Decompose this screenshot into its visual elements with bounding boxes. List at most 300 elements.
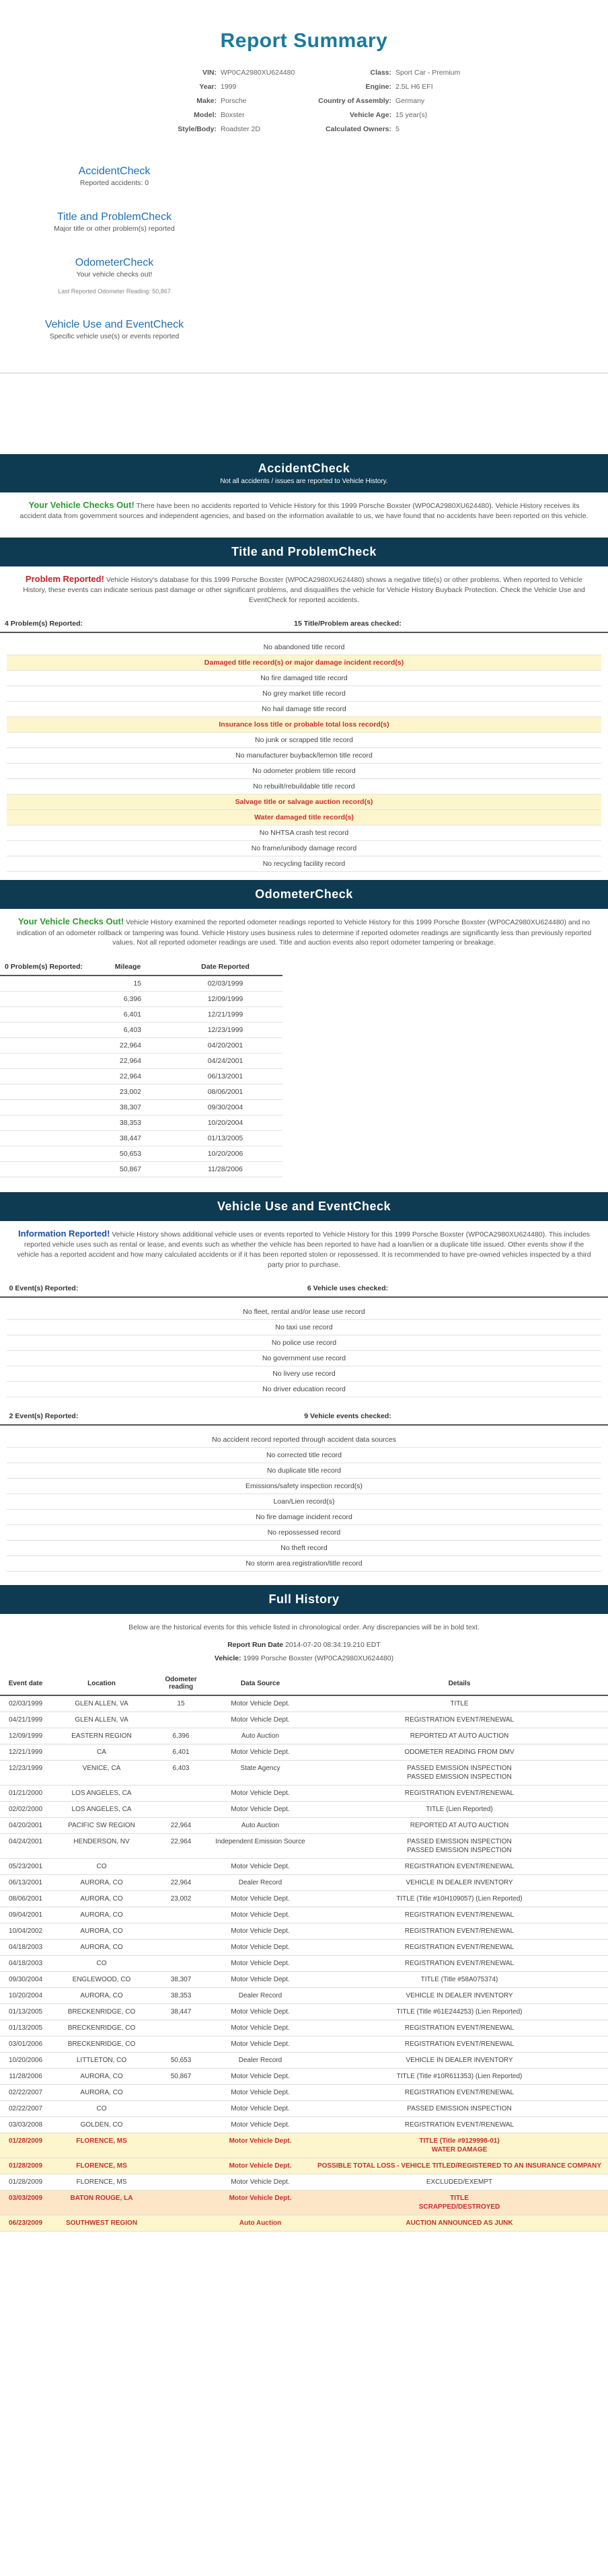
history-row (0, 1744, 608, 1761)
summary-accident-desc: Reported accidents: 0 (79, 179, 149, 187)
history-col-header: Location (51, 1672, 152, 1695)
history-odometer (152, 2158, 210, 2174)
odometer-col-c: Date Reported (168, 959, 282, 976)
odometer-date: 10/20/2006 (168, 1146, 282, 1162)
event-check-item: No repossessed record (7, 1525, 601, 1541)
history-row (0, 2053, 608, 2069)
history-details: VEHICLE IN DEALER INVENTORY (311, 2053, 608, 2069)
history-source: Motor Vehicle Dept. (210, 1712, 311, 1728)
history-row (0, 2158, 608, 2174)
history-source: Motor Vehicle Dept. (210, 1786, 311, 1802)
summary-odometer-last: Last Reported Odometer Reading: 50,867 (58, 288, 171, 295)
event-check-item: No theft record (7, 1541, 601, 1556)
accident-intro (0, 492, 608, 538)
vehicle-info-row (82, 111, 297, 119)
event-check-item: No accident record reported through accident data sources (7, 1432, 601, 1448)
summary-accident-link[interactable]: AccidentCheck (78, 165, 151, 177)
history-details: REGISTRATION EVENT/RENEWAL (311, 2036, 608, 2053)
summary-use-link[interactable]: Vehicle Use and EventCheck (44, 319, 184, 330)
history-odometer: 6,403 (152, 1761, 210, 1786)
vehicle-info-key: Year: (199, 83, 217, 91)
odometer-cell-empty (0, 1054, 87, 1069)
odometer-cell-empty (0, 992, 87, 1007)
history-source: Dealer Record (210, 1988, 311, 2004)
odometer-row (0, 1162, 282, 1177)
history-location: CO (51, 2101, 152, 2117)
odometer-cell-empty (0, 1115, 87, 1131)
history-source: Motor Vehicle Dept. (210, 1972, 311, 1988)
history-date: 08/06/2001 (0, 1891, 51, 1907)
history-details: TITLE (Title #9129998-01) WATER DAMAGE (311, 2133, 608, 2158)
history-date: 01/13/2005 (0, 2004, 51, 2020)
summary-title-desc: Major title or other problem(s) reported (54, 225, 175, 233)
vehicle-info-row (82, 125, 297, 133)
event-table-header (0, 1408, 608, 1426)
history-odometer: 23,002 (152, 1891, 210, 1907)
history-date: 01/28/2009 (0, 2133, 51, 2158)
history-odometer (152, 2174, 210, 2191)
history-source: Motor Vehicle Dept. (210, 2101, 311, 2117)
history-row (0, 1956, 608, 1972)
summary-odometer-desc: Your vehicle checks out! (76, 270, 153, 279)
history-odometer (152, 1907, 210, 1923)
use-check-item: No government use record (7, 1351, 601, 1366)
history-details: EXCLUDED/EXEMPT (311, 2174, 608, 2191)
title-check-item: No recycling facility record (7, 856, 601, 872)
history-date: 12/09/1999 (0, 1728, 51, 1744)
history-location: AURORA, CO (51, 1940, 152, 1956)
history-odometer (152, 2101, 210, 2117)
history-intro: Below are the historical events for this vehicle listed in chronological order. Any discrepancies will be in bold text. (128, 1623, 480, 1632)
event-check-item: No duplicate title record (7, 1463, 601, 1479)
history-row (0, 1761, 608, 1786)
event-check-list (0, 1426, 608, 1585)
history-details: POSSIBLE TOTAL LOSS - VEHICLE TITLED/REGISTERED TO AN INSURANCE COMPANY (311, 2158, 608, 2174)
history-odometer (152, 1802, 210, 1818)
history-date: 02/02/2000 (0, 1802, 51, 1818)
odometer-date: 10/20/2004 (168, 1115, 282, 1131)
history-location: GOLDEN, CO (51, 2117, 152, 2133)
history-source: Auto Auction (210, 2215, 311, 2232)
history-location: HENDERSON, NV (51, 1834, 152, 1859)
history-location: BRECKENRIDGE, CO (51, 2020, 152, 2036)
history-source: Motor Vehicle Dept. (210, 1907, 311, 1923)
history-source: State Agency (210, 1761, 311, 1786)
history-location: VENICE, CA (51, 1761, 152, 1786)
use-text: Vehicle History shows additional vehicle uses or events reported to Vehicle History for this 1999 Porsche Boxster (WP0CA2980XU624480). This includes reported vehicle uses such as rental or lease, and events such as whether the vehicle has been reported to have had a loan/lien or a duplicate title issued. Other events show if the vehicle has a reported accident and how many calculated accidents or if it has been reported stolen or repossessed. It is recommended to have pre-owned vehicles inspected by a third party prior to purchase. (17, 1230, 591, 1269)
odometer-band (0, 880, 608, 909)
history-location: SOUTHWEST REGION (51, 2215, 152, 2232)
use-table-header (0, 1280, 608, 1298)
history-date: 03/01/2006 (0, 2036, 51, 2053)
title-problem-item: Salvage title or salvage auction record(s) (7, 795, 601, 810)
history-row (0, 1834, 608, 1859)
history-odometer (152, 1956, 210, 1972)
odometer-mileage: 38,353 (87, 1115, 168, 1131)
odometer-row (0, 1007, 282, 1023)
summary-use-desc: Specific vehicle use(s) or events reported (49, 332, 180, 340)
history-run-value: 2014-07-20 08:34:19.210 EDT (283, 1641, 381, 1650)
vehicle-info-value: Roadster 2D (221, 125, 260, 133)
history-date: 03/03/2008 (0, 2117, 51, 2133)
history-details: REGISTRATION EVENT/RENEWAL (311, 1907, 608, 1923)
title-check-list (0, 633, 608, 880)
vehicle-info-key: VIN: (202, 69, 217, 77)
history-source: Motor Vehicle Dept. (210, 2069, 311, 2085)
odometer-row (0, 1146, 282, 1162)
history-date: 02/22/2007 (0, 2085, 51, 2101)
history-source: Motor Vehicle Dept. (210, 1744, 311, 1761)
summary-accident[interactable] (0, 165, 229, 187)
history-date: 10/20/2004 (0, 1988, 51, 2004)
use-band-title: Vehicle Use and EventCheck (217, 1200, 391, 1213)
history-row (0, 1859, 608, 1875)
history-row (0, 1988, 608, 2004)
history-row (0, 2174, 608, 2191)
history-source: Motor Vehicle Dept. (210, 2133, 311, 2158)
history-details: REGISTRATION EVENT/RENEWAL (311, 2085, 608, 2101)
history-odometer (152, 2117, 210, 2133)
history-row (0, 1786, 608, 1802)
use-col-b: 6 Vehicle uses checked: (307, 1284, 389, 1293)
history-details: REPORTED AT AUTO AUCTION (311, 1818, 608, 1834)
history-source: Motor Vehicle Dept. (210, 2036, 311, 2053)
vehicle-info-value: Boxster (221, 111, 245, 119)
vehicle-info-key: Country of Assembly: (318, 97, 391, 105)
odometer-row (0, 1115, 282, 1131)
history-odometer (152, 2191, 210, 2215)
accident-lead: Your Vehicle Checks Out! (28, 500, 135, 510)
history-source: Dealer Record (210, 2053, 311, 2069)
odometer-cell-empty (0, 1100, 87, 1115)
odometer-table (0, 959, 282, 1177)
title-band (0, 538, 608, 566)
odometer-date: 11/28/2006 (168, 1162, 282, 1177)
history-odometer: 50,653 (152, 2053, 210, 2069)
history-date: 09/30/2004 (0, 1972, 51, 1988)
history-source: Independent Emission Source (210, 1834, 311, 1859)
history-odometer (152, 1786, 210, 1802)
odometer-intro (0, 909, 608, 948)
history-odometer (152, 2133, 210, 2158)
history-location: AURORA, CO (51, 2085, 152, 2101)
history-source: Motor Vehicle Dept. (210, 1956, 311, 1972)
history-date: 03/03/2009 (0, 2191, 51, 2215)
event-check-item: No storm area registration/title record (7, 1556, 601, 1572)
history-row (0, 2215, 608, 2232)
history-row (0, 2004, 608, 2020)
history-location: LITTLETON, CO (51, 2053, 152, 2069)
odometer-date: 01/13/2005 (168, 1131, 282, 1146)
vehicle-info-row (311, 111, 526, 119)
history-odometer (152, 2215, 210, 2232)
summary-use[interactable] (0, 319, 229, 340)
history-source: Motor Vehicle Dept. (210, 2158, 311, 2174)
title-text: Vehicle History's database for this 1999 Porsche Boxster (WP0CA2980XU624480) shows a negative title(s) or other problems. When reported to Vehicle History, these events can indicate serious past damage or other significant problems, and disqualifies the vehicle for Vehicle History Buyback Protection. Check the Vehicle Use and EventCheck for reported accidents. (23, 575, 585, 604)
odometer-row (0, 1038, 282, 1054)
history-source: Motor Vehicle Dept. (210, 2085, 311, 2101)
history-run-date (0, 1641, 608, 1649)
vehicle-info-key: Engine: (365, 83, 391, 91)
odometer-cell-empty (0, 1069, 87, 1084)
history-details: REGISTRATION EVENT/RENEWAL (311, 1712, 608, 1728)
odometer-row (0, 992, 282, 1007)
summary-odometer-link[interactable]: OdometerCheck (75, 257, 154, 268)
history-location: AURORA, CO (51, 1988, 152, 2004)
use-check-item: No taxi use record (7, 1320, 601, 1335)
history-details: REGISTRATION EVENT/RENEWAL (311, 2117, 608, 2133)
history-odometer: 15 (152, 1695, 210, 1712)
title-problem-item: Damaged title record(s) or major damage incident record(s) (7, 655, 601, 671)
history-row (0, 2117, 608, 2133)
history-location: ENGLEWOOD, CO (51, 1972, 152, 1988)
odometer-date: 06/13/2001 (168, 1069, 282, 1084)
event-check-item: No fire damage incident record (7, 1510, 601, 1525)
history-location: FLORENCE, MS (51, 2158, 152, 2174)
odometer-row (0, 1084, 282, 1100)
odometer-col-b: Mileage (87, 959, 168, 976)
history-source: Motor Vehicle Dept. (210, 1859, 311, 1875)
odometer-row (0, 976, 282, 992)
vehicle-info-key: Class: (370, 69, 391, 77)
history-row (0, 1972, 608, 1988)
odometer-date: 12/21/1999 (168, 1007, 282, 1023)
history-col-header: Event date (0, 1672, 51, 1695)
history-location: BATON ROUGE, LA (51, 2191, 152, 2215)
history-row (0, 2036, 608, 2053)
use-col-a: 0 Event(s) Reported: (9, 1284, 79, 1293)
odometer-cell-empty (0, 1023, 87, 1038)
history-vehicle-value: 1999 Porsche Boxster (WP0CA2980XU624480) (241, 1654, 394, 1663)
history-location: GLEN ALLEN, VA (51, 1712, 152, 1728)
odometer-row (0, 1023, 282, 1038)
history-details: PASSED EMISSION INSPECTION (311, 2101, 608, 2117)
history-location: AURORA, CO (51, 1875, 152, 1891)
history-source: Motor Vehicle Dept. (210, 1891, 311, 1907)
history-source: Motor Vehicle Dept. (210, 1940, 311, 1956)
history-odometer (152, 1940, 210, 1956)
vehicle-info-key: Vehicle Age: (349, 111, 391, 119)
history-date: 12/21/1999 (0, 1744, 51, 1761)
history-details: TITLE (Lien Reported) (311, 1802, 608, 1818)
odometer-date: 04/20/2001 (168, 1038, 282, 1054)
accident-band-title: AccidentCheck (258, 462, 350, 475)
title-lead: Problem Reported! (25, 573, 104, 584)
history-source: Motor Vehicle Dept. (210, 1695, 311, 1712)
history-details: TITLE (Title #10R611353) (Lien Reported) (311, 2069, 608, 2085)
history-source: Motor Vehicle Dept. (210, 2020, 311, 2036)
title-table-header (0, 616, 608, 633)
history-date: 05/23/2001 (0, 1859, 51, 1875)
odometer-cell-empty (0, 1084, 87, 1100)
history-details: TITLE (311, 1695, 608, 1712)
odometer-mileage: 6,403 (87, 1023, 168, 1038)
title-intro (0, 566, 608, 605)
history-location: FLORENCE, MS (51, 2174, 152, 2191)
history-details: PASSED EMISSION INSPECTION PASSED EMISSION INSPECTION (311, 1761, 608, 1786)
vehicle-info-key: Model: (194, 111, 217, 119)
odometer-mileage: 22,964 (87, 1069, 168, 1084)
event-check-item: Loan/Lien record(s) (7, 1494, 601, 1510)
history-band-title: Full History (268, 1592, 340, 1607)
event-check-item: Emissions/safety inspection record(s) (7, 1479, 601, 1494)
history-row (0, 1875, 608, 1891)
use-check-list (0, 1298, 608, 1397)
history-date: 10/20/2006 (0, 2053, 51, 2069)
odometer-mileage: 23,002 (87, 1084, 168, 1100)
odometer-row (0, 1069, 282, 1084)
history-date: 11/28/2006 (0, 2069, 51, 2085)
history-date: 04/24/2001 (0, 1834, 51, 1859)
history-row (0, 1695, 608, 1712)
history-details: VEHICLE IN DEALER INVENTORY (311, 1988, 608, 2004)
odometer-band-title: OdometerCheck (255, 887, 353, 901)
use-band (0, 1192, 608, 1221)
vehicle-info-value: 5 (395, 125, 400, 133)
history-row (0, 1940, 608, 1956)
vehicle-info-row (311, 83, 526, 91)
history-details: REGISTRATION EVENT/RENEWAL (311, 2020, 608, 2036)
vehicle-info-row (82, 83, 297, 91)
use-lead: Information Reported! (17, 1228, 110, 1239)
title-check-item: No frame/unibody damage record (7, 841, 601, 856)
history-col-header: Odometer reading (152, 1672, 210, 1695)
odometer-date: 09/30/2004 (168, 1100, 282, 1115)
history-odometer: 22,964 (152, 1818, 210, 1834)
title-band-title: Title and ProblemCheck (231, 544, 377, 558)
history-details: AUCTION ANNOUNCED AS JUNK (311, 2215, 608, 2232)
vehicle-info-key: Make: (196, 97, 217, 105)
vehicle-info-row (311, 69, 526, 77)
history-row (0, 2191, 608, 2215)
history-row (0, 2085, 608, 2101)
history-row (0, 1712, 608, 1728)
vehicle-info-value: Germany (395, 97, 425, 105)
title-col-b: 15 Title/Problem areas checked: (294, 620, 402, 628)
history-row (0, 2069, 608, 2085)
history-vehicle-label: Vehicle: (214, 1654, 241, 1663)
history-date: 01/21/2000 (0, 1786, 51, 1802)
history-location: LOS ANGELES, CA (51, 1786, 152, 1802)
history-source: Auto Auction (210, 1728, 311, 1744)
history-odometer (152, 2036, 210, 2053)
summary-title[interactable] (0, 211, 229, 233)
history-location: CO (51, 1956, 152, 1972)
history-date: 02/03/1999 (0, 1695, 51, 1712)
odometer-col-a: 0 Problem(s) Reported: (0, 959, 87, 976)
history-location: PACIFIC SW REGION (51, 1818, 152, 1834)
odometer-mileage: 22,964 (87, 1038, 168, 1054)
odometer-mileage: 50,653 (87, 1146, 168, 1162)
history-details: TITLE SCRAPPED/DESTROYED (311, 2191, 608, 2215)
odometer-mileage: 38,447 (87, 1131, 168, 1146)
history-run-label: Report Run Date (227, 1641, 284, 1650)
history-location: AURORA, CO (51, 2069, 152, 2085)
history-odometer: 38,353 (152, 1988, 210, 2004)
use-check-item: No police use record (7, 1335, 601, 1351)
history-date: 04/21/1999 (0, 1712, 51, 1728)
history-table (0, 1672, 608, 2232)
odometer-cell-empty (0, 1007, 87, 1023)
summary-odometer[interactable] (0, 257, 229, 295)
summary-title-link[interactable]: Title and ProblemCheck (56, 211, 172, 223)
history-date: 02/22/2007 (0, 2101, 51, 2117)
title-check-item: No grey market title record (7, 686, 601, 702)
vehicle-info-row (311, 125, 526, 133)
odometer-lead: Your Vehicle Checks Out! (17, 916, 124, 927)
history-date: 01/28/2009 (0, 2158, 51, 2174)
history-date: 06/23/2009 (0, 2215, 51, 2232)
history-location: CA (51, 1744, 152, 1761)
odometer-cell-empty (0, 1146, 87, 1162)
history-odometer: 22,964 (152, 1834, 210, 1859)
history-date: 04/18/2003 (0, 1940, 51, 1956)
history-source: Motor Vehicle Dept. (210, 2174, 311, 2191)
event-col-a: 2 Event(s) Reported: (9, 1412, 79, 1421)
history-source: Dealer Record (210, 1875, 311, 1891)
event-check-item: No corrected title record (7, 1448, 601, 1463)
odometer-cell-empty (0, 976, 87, 992)
summary-list (0, 165, 229, 340)
title-problem-item: Water damaged title record(s) (7, 810, 601, 825)
history-source: Motor Vehicle Dept. (210, 2191, 311, 2215)
history-location: CO (51, 1859, 152, 1875)
history-source: Motor Vehicle Dept. (210, 1802, 311, 1818)
title-check-item: No fire damaged title record (7, 671, 601, 686)
accident-band-sub: Not all accidents / issues are reported to Vehicle History. (220, 478, 388, 485)
history-odometer (152, 1923, 210, 1940)
report-page (0, 30, 608, 2232)
history-row (0, 2020, 608, 2036)
history-details: REGISTRATION EVENT/RENEWAL (311, 1940, 608, 1956)
odometer-mileage: 22,964 (87, 1054, 168, 1069)
odometer-row (0, 1054, 282, 1069)
history-details: REGISTRATION EVENT/RENEWAL (311, 1923, 608, 1940)
history-odometer: 6,401 (152, 1744, 210, 1761)
title-col-a: 4 Problem(s) Reported: (4, 620, 83, 628)
history-row (0, 2133, 608, 2158)
odometer-date: 12/23/1999 (168, 1023, 282, 1038)
history-row (0, 2101, 608, 2117)
history-location: LOS ANGELES, CA (51, 1802, 152, 1818)
odometer-row (0, 1100, 282, 1115)
history-details: ODOMETER READING FROM DMV (311, 1744, 608, 1761)
event-col-b: 9 Vehicle events checked: (304, 1412, 391, 1421)
vehicle-info-value: 2.5L H6 EFI (395, 83, 433, 91)
odometer-mileage: 6,396 (87, 992, 168, 1007)
vehicle-info-value: WP0CA2980XU624480 (221, 69, 295, 77)
history-col-header: Data Source (210, 1672, 311, 1695)
accident-band (0, 454, 608, 492)
history-odometer: 6,396 (152, 1728, 210, 1744)
history-row (0, 1818, 608, 1834)
history-row (0, 1728, 608, 1744)
history-details: TITLE (Title #61E244253) (Lien Reported) (311, 2004, 608, 2020)
history-date: 01/13/2005 (0, 2020, 51, 2036)
odometer-date: 02/03/1999 (168, 976, 282, 992)
page-title: Report Summary (220, 30, 388, 52)
history-odometer: 38,307 (152, 1972, 210, 1988)
title-problem-item: Insurance loss title or probable total loss record(s) (7, 717, 601, 733)
title-check-item: No hail damage title record (7, 702, 601, 717)
history-details: TITLE (Title #58A075374) (311, 1972, 608, 1988)
vehicle-info-key: Style/Body: (178, 125, 217, 133)
history-location: BRECKENRIDGE, CO (51, 2036, 152, 2053)
history-odometer (152, 2085, 210, 2101)
vehicle-info-row (311, 97, 526, 105)
odometer-mileage: 15 (87, 976, 168, 992)
history-location: BRECKENRIDGE, CO (51, 2004, 152, 2020)
